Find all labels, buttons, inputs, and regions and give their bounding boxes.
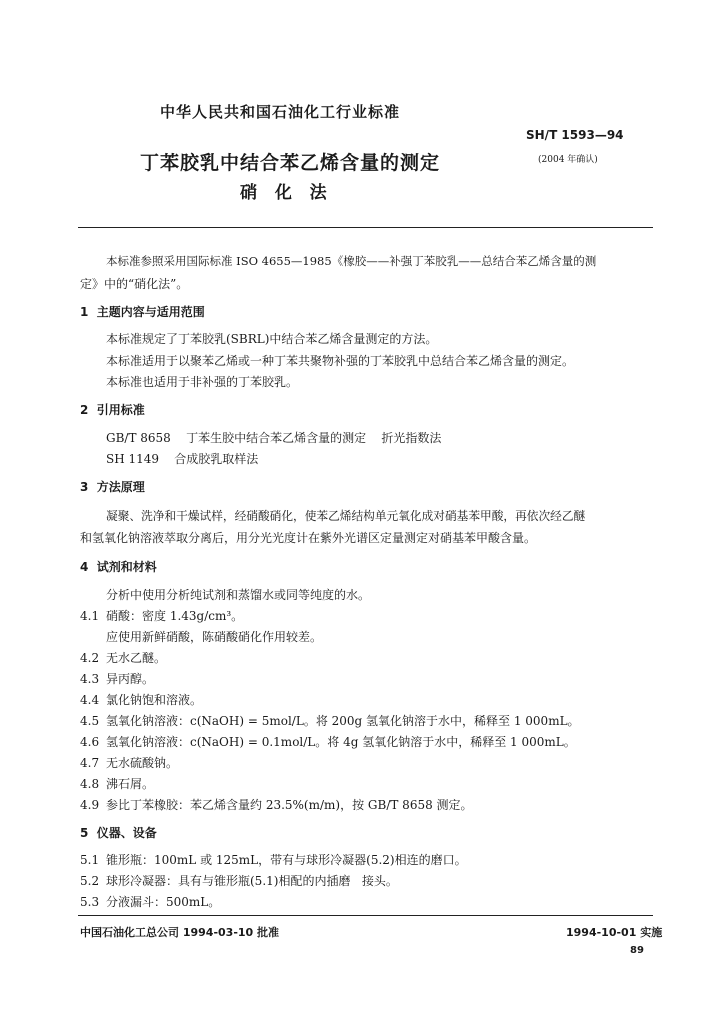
list-item: [80, 609, 243, 623]
list-item: [80, 672, 154, 686]
reference-2: SH 1149 合成胶乳取样法: [106, 452, 259, 466]
confirm-note: (2004 年确认): [538, 155, 598, 165]
list-item: [80, 651, 166, 665]
item-text: 应使用新鲜硝酸，陈硝酸硝化作用较差。: [106, 630, 323, 644]
item-number: 4.6: [80, 735, 100, 749]
list-item: [80, 693, 202, 707]
list-item: [80, 874, 398, 888]
page-number: 89: [630, 945, 644, 956]
section-4-intro: 分析中使用分析纯试剂和蒸馏水或同等纯度的水。: [106, 588, 371, 602]
item-number: 4.3: [80, 672, 100, 686]
section-1-para-3: 本标准也适用于非补强的丁苯胶乳。: [106, 375, 299, 389]
item-text: 异丙醇。: [106, 672, 155, 686]
item-number: 5.1: [80, 853, 100, 867]
header-rule: [78, 227, 653, 228]
section-1-para-1: 本标准规定了丁苯胶乳(SBRL)中结合苯乙烯含量测定的方法。: [106, 332, 438, 346]
item-number: 5.3: [80, 895, 100, 909]
item-number: 4.8: [80, 777, 100, 791]
item-text: 硝酸：密度 1.43g/cm³。: [106, 609, 244, 623]
list-item: [80, 735, 576, 749]
item-text: 氢氧化钠溶液：c(NaOH) = 5mol/L。将 200g 氢氧化钠溶于水中，稀释至 1 000mL。: [106, 714, 580, 728]
item-text: 分液漏斗：500mL。: [106, 895, 221, 909]
section-1-heading: 1 主题内容与适用范围: [80, 305, 205, 319]
section-3-heading: 3 方法原理: [80, 480, 145, 494]
item-number: 5.2: [80, 874, 100, 888]
item-text: 锥形瓶：100mL 或 125mL，带有与球形冷凝器(5.2)相连的磨口。: [106, 853, 467, 867]
section-3-line-1: 凝聚、洗净和干燥试样，经硝酸硝化，使苯乙烯结构单元氧化成对硝基苯甲酸，再依次经乙醚: [106, 509, 586, 523]
reference-1: GB/T 8658 丁苯生胶中结合苯乙烯含量的测定 折光指数法: [106, 431, 442, 445]
intro-line-2: 定》中的“硝化法”。: [80, 277, 189, 291]
list-item-note: [106, 630, 322, 644]
approval-note: 中国石油化工总公司 1994-03-10 批准: [80, 926, 280, 939]
section-4-heading: 4 试剂和材料: [80, 560, 157, 574]
item-text: 球形冷凝器：具有与锥形瓶(5.1)相配的内插磨 接头。: [106, 874, 398, 888]
item-number: 4.2: [80, 651, 100, 665]
implementation-date: 1994-10-01 实施: [566, 926, 663, 939]
item-number: 4.7: [80, 756, 100, 770]
item-text: 沸石屑。: [106, 777, 155, 791]
section-2-heading: 2 引用标准: [80, 403, 145, 417]
item-number: 4.9: [80, 798, 100, 812]
item-number: 4.4: [80, 693, 100, 707]
list-item: [80, 798, 473, 812]
item-text: 无水乙醚。: [106, 651, 167, 665]
section-1-para-2: 本标准适用于以聚苯乙烯或一种丁苯共聚物补强的丁苯胶乳中总结合苯乙烯含量的测定。: [106, 354, 575, 368]
org-title: 中华人民共和国石油化工行业标准: [160, 103, 401, 121]
item-text: 氯化钠饱和溶液。: [106, 693, 203, 707]
list-item: [80, 895, 220, 909]
section-5-heading: 5 仪器、设备: [80, 826, 157, 840]
item-text: 无水硫酸钠。: [106, 756, 179, 770]
standard-code: SH/T 1593—94: [526, 128, 624, 142]
footer-rule: [78, 915, 653, 916]
item-number: 4.5: [80, 714, 100, 728]
list-item: [80, 714, 580, 728]
list-item: [80, 853, 467, 867]
item-text: 参比丁苯橡胶：苯乙烯含量约 23.5%(m/m)，按 GB/T 8658 测定。: [106, 798, 473, 812]
document-subtitle: 硝 化 法: [240, 183, 329, 203]
document-title: 丁苯胶乳中结合苯乙烯含量的测定: [140, 152, 441, 174]
item-text: 氢氧化钠溶液：c(NaOH) = 0.1mol/L。将 4g 氢氧化钠溶于水中，稀释至 1 000mL。: [106, 735, 576, 749]
item-number: 4.1: [80, 609, 100, 623]
section-3-line-2: 和氢氧化钠溶液萃取分离后，用分光光度计在紫外光谱区定量测定对硝基苯甲酸含量。: [80, 531, 537, 545]
list-item: [80, 756, 178, 770]
list-item: [80, 777, 154, 791]
intro-line-1: 本标准参照采用国际标准 ISO 4655—1985《橡胶——补强丁苯胶乳——总结合苯乙烯含量的测: [106, 254, 597, 268]
